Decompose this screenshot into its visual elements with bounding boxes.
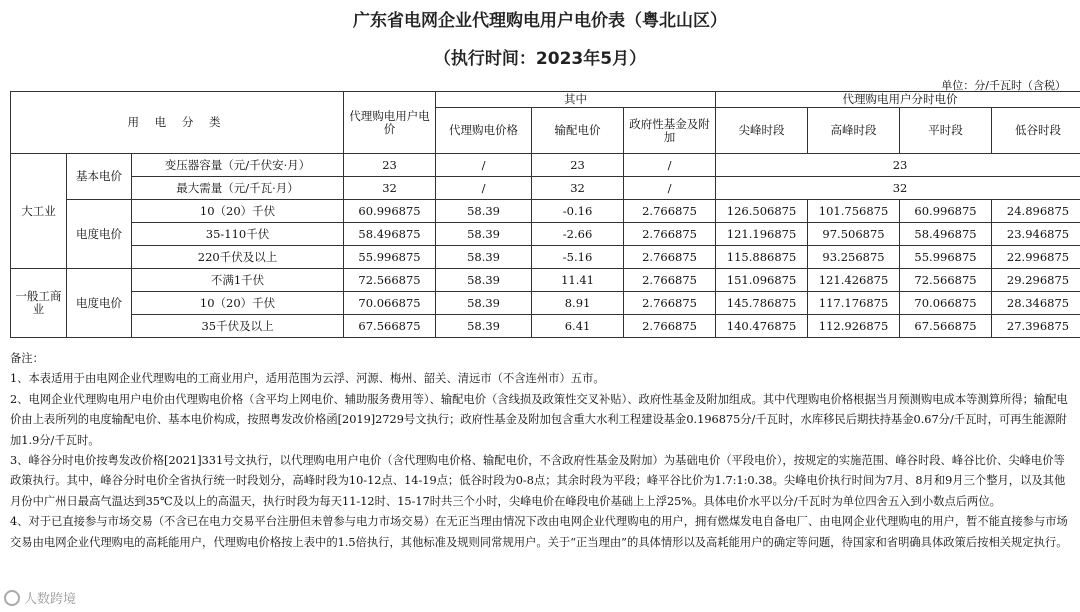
notes-heading: 备注：	[10, 352, 44, 365]
cell-valley: 24.896875	[992, 200, 1080, 223]
cell-tou: 32	[716, 177, 1080, 200]
row-name: 最大需量（元/千瓦·月）	[132, 177, 344, 200]
cell-agent: 58.39	[436, 246, 532, 269]
cell-valley: 23.946875	[992, 223, 1080, 246]
header-high: 高峰时段	[808, 108, 900, 154]
cell-valley: 28.346875	[992, 292, 1080, 315]
cell-agent: 58.39	[436, 269, 532, 292]
header-valley: 低谷时段	[992, 108, 1080, 154]
watermark-logo-icon	[4, 590, 20, 606]
cell-fund: 2.766875	[624, 315, 716, 338]
note-item: 2、电网企业代理购电用户电价由代理购电价格（含平均上网电价、辅助服务费用等）、输配电价（含线损及政策性交叉补贴）、政府性基金及附加组成。其中代理购电价格根据当月预测购电成本等测算所得；输配电价由上表所列的电度输配电价、基本电价构成，按照粤发改价格函[2019]2729号文执行；政府性基金及附加包含重大水利工程建设基金0.196875分/千瓦时，水库移民后期扶持基金0.67分/千瓦时，可再生能源附加1.9分/千瓦时。	[10, 392, 1068, 447]
row-name: 变压器容量（元/千伏安·月）	[132, 154, 344, 177]
cell-fund: /	[624, 177, 716, 200]
cell-high: 93.256875	[808, 246, 900, 269]
cell-peak: 121.196875	[716, 223, 808, 246]
cell-high: 112.926875	[808, 315, 900, 338]
row-name: 10（20）千伏	[132, 292, 344, 315]
row-name: 10（20）千伏	[132, 200, 344, 223]
cell-flat: 60.996875	[900, 200, 992, 223]
notes-section	[10, 349, 1072, 553]
watermark-text: 人数跨境	[24, 592, 77, 607]
cell-peak: 145.786875	[716, 292, 808, 315]
note-item: 1、本表适用于由电网企业代理购电的工商业用户，适用范围为云浮、河源、梅州、韶关、清远市（不含连州市）五市。	[10, 372, 605, 386]
cell-high: 97.506875	[808, 223, 900, 246]
cell-total: 55.996875	[344, 246, 436, 269]
note-item: 4、对于已直接参与市场交易（不含已在电力交易平台注册但未曾参与电力市场交易）在无正当理由情况下改由电网企业代理购电的用户，拥有燃煤发电自备电厂、由电网企业代理购电的用户，暂不能直接参与市场交易由电网企业代理购电的高耗能用户，代理购电价格按上表中的1.5倍执行，其他标准及规则同常规用户。关于“正当理由”的具体情形以及高耗能用户的确定等问题，待国家和省明确具体政策后按相关规定执行。	[10, 515, 1068, 549]
cell-total: 72.566875	[344, 269, 436, 292]
cell-high: 121.426875	[808, 269, 900, 292]
cell-agent: 58.39	[436, 223, 532, 246]
cell-flat: 70.066875	[900, 292, 992, 315]
cell-trans: 6.41	[532, 315, 624, 338]
energy-price-label: 电度电价	[67, 200, 132, 269]
watermark	[4, 588, 76, 607]
cell-peak: 140.476875	[716, 315, 808, 338]
cell-tou: 23	[716, 154, 1080, 177]
cell-trans: -5.16	[532, 246, 624, 269]
cell-valley: 29.296875	[992, 269, 1080, 292]
cell-fund: 2.766875	[624, 200, 716, 223]
cell-trans: 11.41	[532, 269, 624, 292]
header-tou-group: 代理购电用户分时电价	[716, 92, 1080, 108]
row-name: 35-110千伏	[132, 223, 344, 246]
cell-flat: 72.566875	[900, 269, 992, 292]
cell-peak: 115.886875	[716, 246, 808, 269]
cell-total: 60.996875	[344, 200, 436, 223]
row-name: 不满1千伏	[132, 269, 344, 292]
cell-fund: 2.766875	[624, 246, 716, 269]
row-name: 220千伏及以上	[132, 246, 344, 269]
cell-valley: 22.996875	[992, 246, 1080, 269]
cell-flat: 55.996875	[900, 246, 992, 269]
cell-fund: /	[624, 154, 716, 177]
cell-trans: 23	[532, 154, 624, 177]
basic-price-label: 基本电价	[67, 154, 132, 200]
cell-total: 67.566875	[344, 315, 436, 338]
cell-fund: 2.766875	[624, 292, 716, 315]
header-among-group: 其中	[436, 92, 716, 108]
cell-flat: 67.566875	[900, 315, 992, 338]
cell-total: 58.496875	[344, 223, 436, 246]
header-flat: 平时段	[900, 108, 992, 154]
row-name: 35千伏及以上	[132, 315, 344, 338]
unit-label: 单位：分/千瓦时（含税）	[941, 79, 1066, 92]
cell-trans: -0.16	[532, 200, 624, 223]
cell-agent: /	[436, 154, 532, 177]
header-total-price: 代理购电用户电价	[344, 92, 436, 154]
note-item: 3、峰谷分时电价按粤发改价格[2021]331号文执行，以代理购电用户电价（含代理购电价格、输配电价，不含政府性基金及附加）为基础电价（平段电价），按规定的实施范围、峰谷时段、峰谷比价、尖峰电价等政策执行。其中，峰谷分时电价全省执行统一时段划分，高峰时段为10-12点、14-19点；低谷时段为0-8点；其余时段为平段；峰平谷比价为1.7:1:0.38。尖峰电价执行时间为7月、8月和9月三个整月，以及其他月份中广州日最高气温达到35℃及以上的高温天，执行时段为每天11-12时、15-17时共三个小时，尖峰电价在峰段电价基础上上浮25%。具体电价水平以分/千瓦时为单位四舍五入到小数点后两位。	[10, 454, 1066, 508]
cell-trans: 8.91	[532, 292, 624, 315]
cell-high: 101.756875	[808, 200, 900, 223]
cell-peak: 151.096875	[716, 269, 808, 292]
header-gov-fund: 政府性基金及附加	[624, 108, 716, 154]
cell-agent: 58.39	[436, 315, 532, 338]
cell-flat: 58.496875	[900, 223, 992, 246]
cell-total: 32	[344, 177, 436, 200]
cell-trans: 32	[532, 177, 624, 200]
cell-peak: 126.506875	[716, 200, 808, 223]
cell-total: 70.066875	[344, 292, 436, 315]
cell-agent: 58.39	[436, 200, 532, 223]
header-agent-price: 代理购电价格	[436, 108, 532, 154]
cell-total: 23	[344, 154, 436, 177]
cell-agent: /	[436, 177, 532, 200]
page-title: 广东省电网企业代理购电用户电价表（粤北山区）	[353, 11, 727, 31]
category-large-industry: 大工业	[11, 154, 67, 269]
energy-price-label: 电度电价	[67, 269, 132, 338]
header-peak: 尖峰时段	[716, 108, 808, 154]
cell-agent: 58.39	[436, 292, 532, 315]
cell-fund: 2.766875	[624, 223, 716, 246]
header-transmission-price: 输配电价	[532, 108, 624, 154]
price-table	[10, 91, 1080, 338]
page-subtitle: （执行时间：2023年5月）	[433, 49, 647, 69]
cell-trans: -2.66	[532, 223, 624, 246]
cell-high: 117.176875	[808, 292, 900, 315]
header-category: 用 电 分 类	[11, 92, 344, 154]
cell-valley: 27.396875	[992, 315, 1080, 338]
category-general-commerce: 一般工商业	[11, 269, 67, 338]
cell-fund: 2.766875	[624, 269, 716, 292]
